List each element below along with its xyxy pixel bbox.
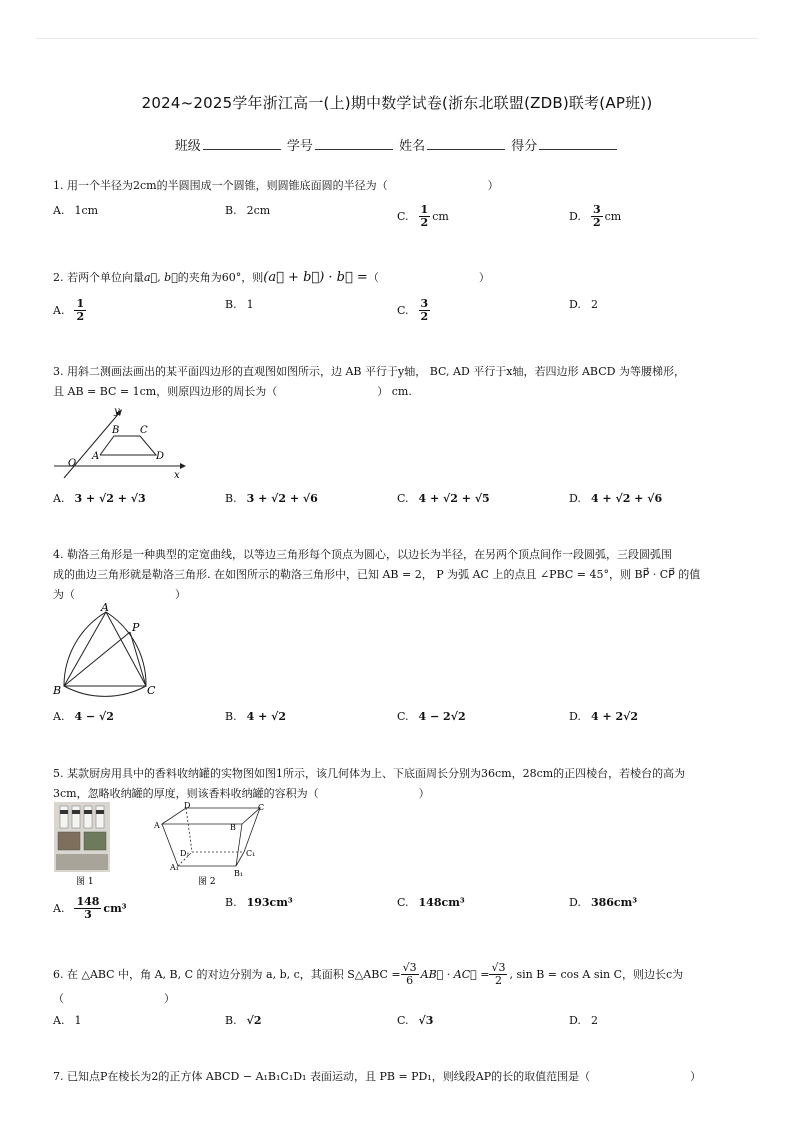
q4-option-a[interactable]: A. 4 − √2 [53,710,114,723]
q5-option-b[interactable]: B. 193cm³ [225,896,293,909]
segment-cp [130,632,146,686]
jar-label [72,810,80,814]
label-y: y [114,406,120,417]
q3-option-d[interactable]: D. 4 + √2 + √6 [569,492,663,505]
question-6: 6. 在 △ABC 中，角 A, B, C 的对边分别为 a, b, c，其面积 S△ABC = $\frac{√3}{6}$ AB⃗ · AC⃗ = $\frac{√3}{2}$ , sin B = cos A sin C，则边长c为 （ ） [53,961,684,1005]
segment-bp [64,632,130,686]
question-7: 7. 已知点P在棱长为2的正方体 ABCD − A₁B₁C₁D₁ 表面运动，且 PB = PD₁，则线段AP的长的取值范围是（ ） [53,1070,702,1083]
q4-options [53,710,743,736]
edge-dd1 [186,808,192,852]
jar [72,806,80,828]
label-d: D [156,451,165,462]
label-c: C [147,684,156,697]
q6-option-a[interactable]: A. 1 [53,1014,82,1027]
label-b: B [230,823,236,832]
q2-option-b[interactable]: B. 1 [225,298,254,311]
info-score-label: 得分 [511,139,538,154]
q6-option-b[interactable]: B. √2 [225,1014,262,1027]
jar-label [60,810,68,814]
info-id-label: 学号 [286,139,313,154]
label-o: O [68,458,77,469]
label-b1: B₁ [234,869,244,878]
q5-frustum-figure-2 [150,802,270,886]
info-name-label: 姓名 [399,139,426,154]
jar-label [84,810,92,814]
label-b: B [53,684,62,697]
edge-bb1 [236,824,242,866]
label-x: x [174,470,180,480]
q3-option-b[interactable]: B. 3 + √2 + √6 [225,492,318,505]
question-2: 2. 若两个单位向量a⃗, b⃗的夹角为60°，则(a⃗ + b⃗) · b⃗ =（ ） [53,270,490,285]
label-p: P [132,621,140,634]
jar-label [96,810,104,814]
question-3: 3. 用斜二测画法画出的某平面四边形的直观图如图所示，边 AB 平行于y轴， BC, AD 平行于x轴，若四边形 ABCD 为等腰梯形， 且 AB = BC = 1cm，则原四边形的周长为（ ） cm. [53,365,685,398]
fraction: $\frac{3}{2}$ [420,297,429,323]
q2-option-a[interactable]: A. $\frac{1}{2}$ [53,297,85,323]
q1-option-b[interactable]: B. 2cm [225,204,271,217]
label-d1: D₁ [180,849,190,858]
q3-oblique-figure [50,404,190,480]
q4-option-b[interactable]: B. 4 + √2 [225,710,287,723]
fraction: $\frac{√3}{6}$ [402,961,417,987]
label-a: A [92,451,100,462]
basket [84,832,106,850]
q5-option-c[interactable]: C. 148cm³ [397,896,465,909]
q3-option-a[interactable]: A. 3 + √2 + √3 [53,492,146,505]
q3-option-c[interactable]: C. 4 + √2 + √5 [397,492,490,505]
counter [56,854,108,870]
fraction: $\frac{1}{2}$ [76,297,85,323]
q1-option-c[interactable]: C. $\frac{1}{2}$ cm [397,203,449,229]
q6-option-c[interactable]: C. √3 [397,1014,434,1027]
q1-stem-end: ） [487,179,499,192]
page-title: 2024~2025学年浙江高一(上)期中数学试卷(浙东北联盟(ZDB)联考(AP班)) [141,94,653,112]
q2-option-d[interactable]: D. 2 [569,298,598,311]
jar [60,806,68,828]
q6-options [53,1014,743,1040]
jar [96,806,104,828]
fig2-caption: 图 2 [198,877,216,886]
q1-option-a[interactable]: A. 1cm [53,204,99,217]
q4-option-c[interactable]: C. 4 − 2√2 [397,710,466,723]
x-axis-arrow [180,463,186,469]
fig1-caption: 图 1 [76,877,94,886]
label-c: C [258,803,265,812]
q5-option-d[interactable]: D. 386cm³ [569,896,638,909]
q1-stem: 1. 用一个半径为2cm的半圆围成一个圆锥，则圆锥底面圆的半径为（ [53,179,388,192]
class-blank[interactable] [203,138,281,150]
question-1 [53,176,743,196]
fraction: $\frac{√3}{2}$ [491,961,506,987]
q1-option-d[interactable]: D. $\frac{3}{2}$ cm [569,203,622,229]
fraction: $\frac{1}{2}$ [420,203,429,229]
fraction: $\frac{3}{2}$ [592,203,601,229]
id-blank[interactable] [315,138,393,150]
q3-options [53,492,743,518]
trapezoid [100,436,156,455]
info-class-label: 班级 [174,139,201,154]
q6-option-d[interactable]: D. 2 [569,1014,598,1027]
label-b: B [112,425,120,436]
q4-reuleaux-figure [50,602,160,698]
q5-options [53,896,743,922]
q5-option-a[interactable]: A. $\frac{148}{3}$ cm³ [53,895,127,921]
label-c1: C₁ [246,849,256,858]
header-divider [36,38,758,39]
q5-photo-figure-1 [54,802,110,886]
score-blank[interactable] [539,138,617,150]
name-blank[interactable] [427,138,505,150]
fraction: $\frac{148}{3}$ [76,895,100,921]
basket [58,832,80,850]
question-5: 5. 某款厨房用具中的香料收纳罐的实物图如图1所示，该几何体为上、下底面周长分别为36cm，28cm的正四棱台，若棱台的高为 3cm，忽略收纳罐的厚度，则该香料收纳罐的容积为（ ） [53,767,686,800]
edge-aa1 [162,824,178,866]
student-info-line [0,135,794,154]
q2-options [53,298,743,324]
jar [84,806,92,828]
label-a: A [101,602,109,614]
label-d: D [184,802,191,810]
question-4: 4. 勒洛三角形是一种典型的定宽曲线，以等边三角形每个顶点为圆心，以边长为半径，在另两个顶点间作一段圆弧，三段圆弧围 成的曲边三角形就是勒洛三角形. 在如图所示的勒洛三角形中，已知 AB = 2， P 为弧 AC 上的点且 ∠PBC = 45°，则 BP⃗ · CP⃗ 的值 为（ ） [53,548,701,601]
q1-options [53,204,743,230]
q4-option-d[interactable]: D. 4 + 2√2 [569,710,639,723]
label-c: C [140,425,148,436]
label-a: A [154,821,160,830]
label-a1: A₁ [170,863,179,872]
q2-option-c[interactable]: C. $\frac{3}{2}$ [397,297,429,323]
top-face [162,808,260,824]
